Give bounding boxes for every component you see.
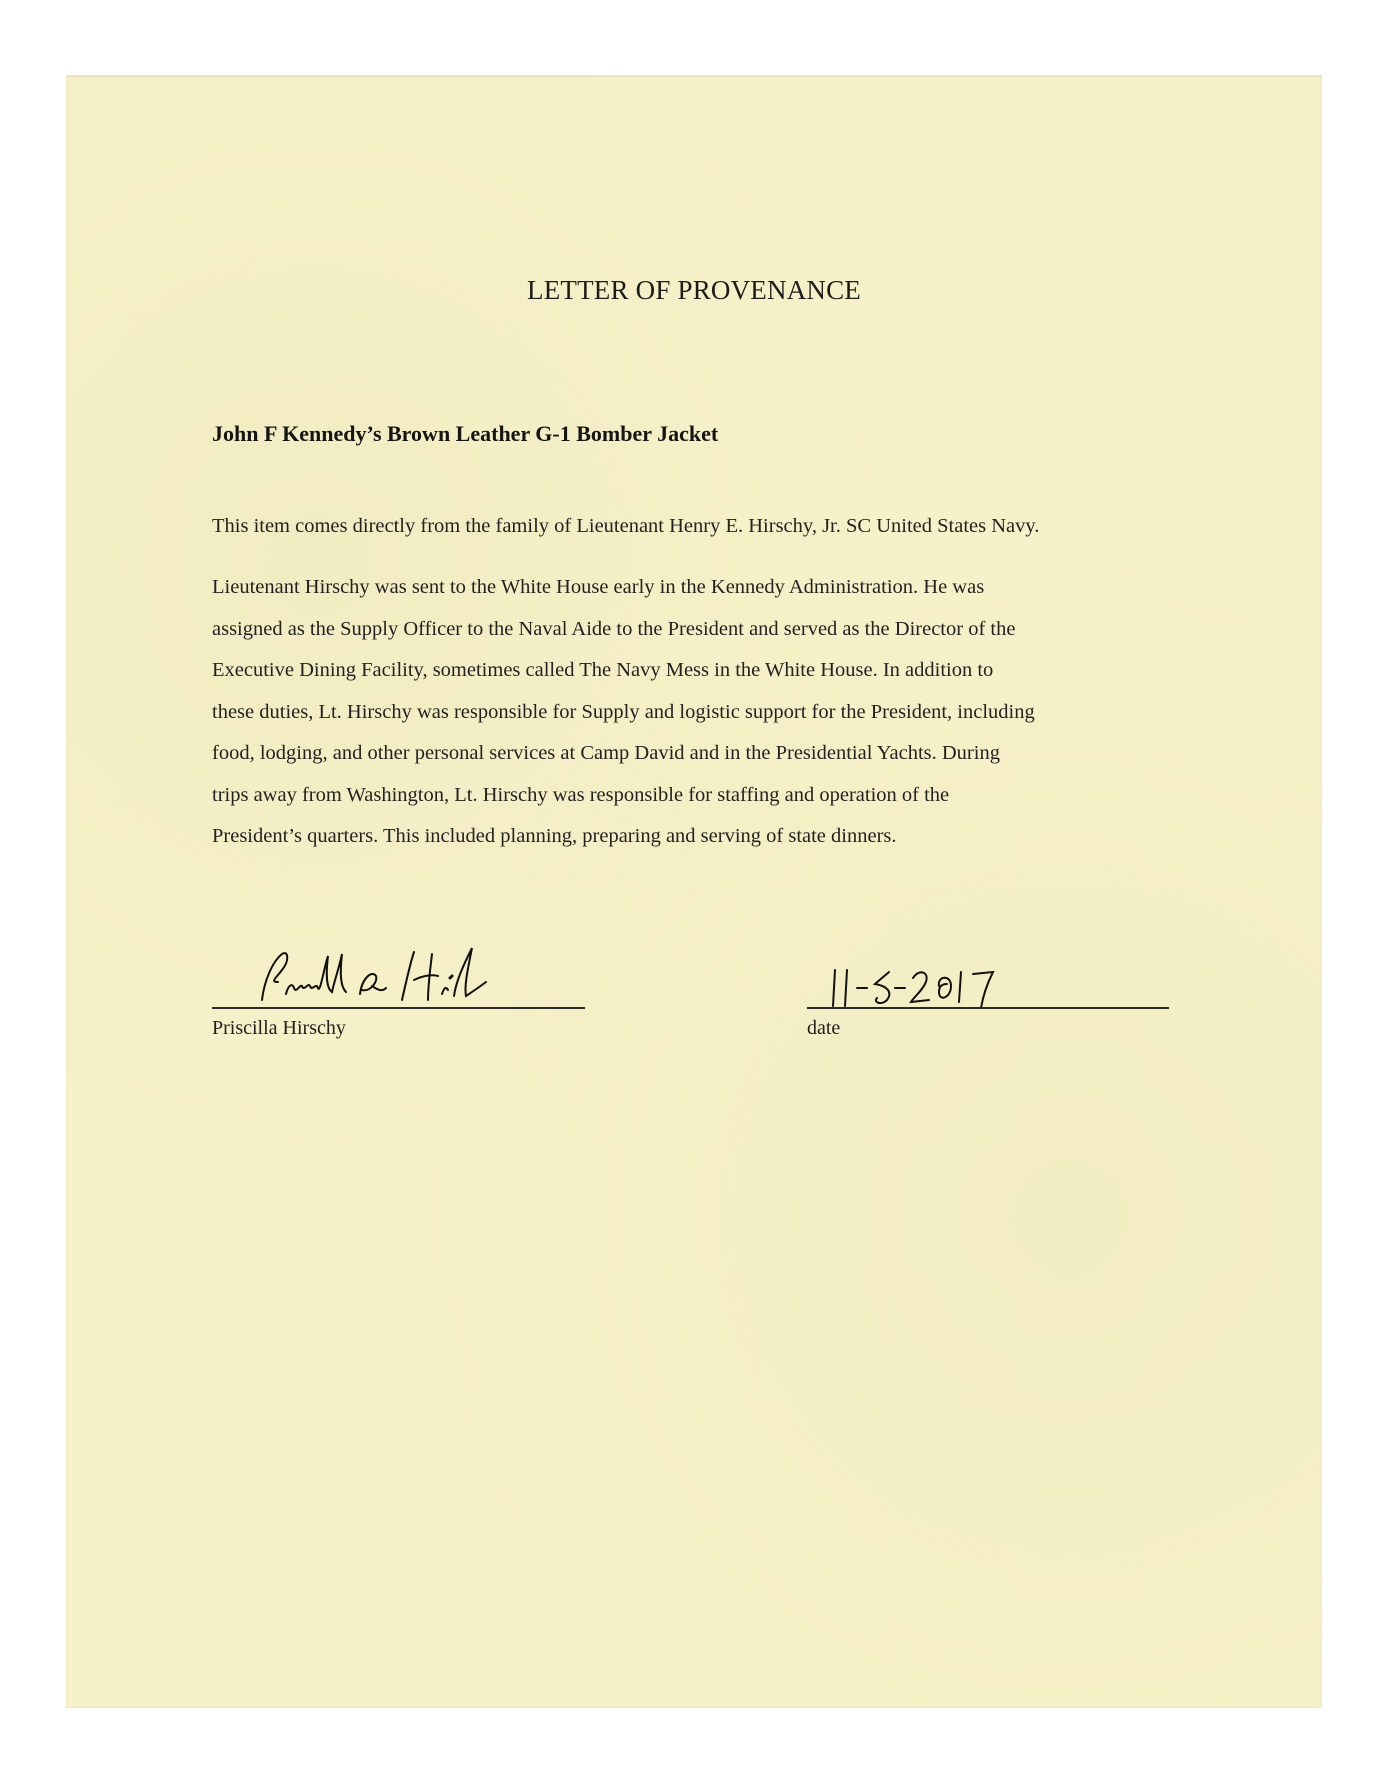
document-subject: John F Kennedy’s Brown Leather G-1 Bomber Jacket bbox=[212, 421, 719, 446]
handwritten-signature bbox=[242, 942, 502, 1012]
body-line: food, lodging, and other personal services at Camp David and in the Presidential Yachts. During bbox=[212, 742, 1000, 764]
document-title: LETTER OF PROVENANCE bbox=[527, 275, 861, 305]
intro-paragraph: This item comes directly from the family of Lieutenant Henry E. Hirschy, Jr. SC United States Navy. bbox=[212, 515, 1040, 537]
signature-line bbox=[212, 1007, 585, 1009]
body-line: Lieutenant Hirschy was sent to the White House early in the Kennedy Administration. He was bbox=[212, 576, 985, 598]
body-line: these duties, Lt. Hirschy was responsible for Supply and logistic support for the President, including bbox=[212, 700, 1035, 723]
body-line: President’s quarters. This included planning, preparing and serving of state dinners. bbox=[212, 825, 897, 847]
signer-name: Priscilla Hirschy bbox=[212, 1017, 346, 1039]
body-line: Executive Dining Facility, sometimes called The Navy Mess in the White House. In addition to bbox=[212, 659, 994, 681]
date-label: date bbox=[807, 1017, 841, 1039]
body-line: assigned as the Supply Officer to the Naval Aide to the President and served as the Director of the bbox=[212, 617, 1016, 640]
body-line: trips away from Washington, Lt. Hirschy was responsible for staffing and operation of the bbox=[212, 783, 950, 806]
date-line bbox=[807, 1007, 1169, 1009]
body-paragraph bbox=[212, 567, 1212, 858]
handwritten-date bbox=[827, 962, 1007, 1012]
letter-page bbox=[67, 76, 1321, 1707]
